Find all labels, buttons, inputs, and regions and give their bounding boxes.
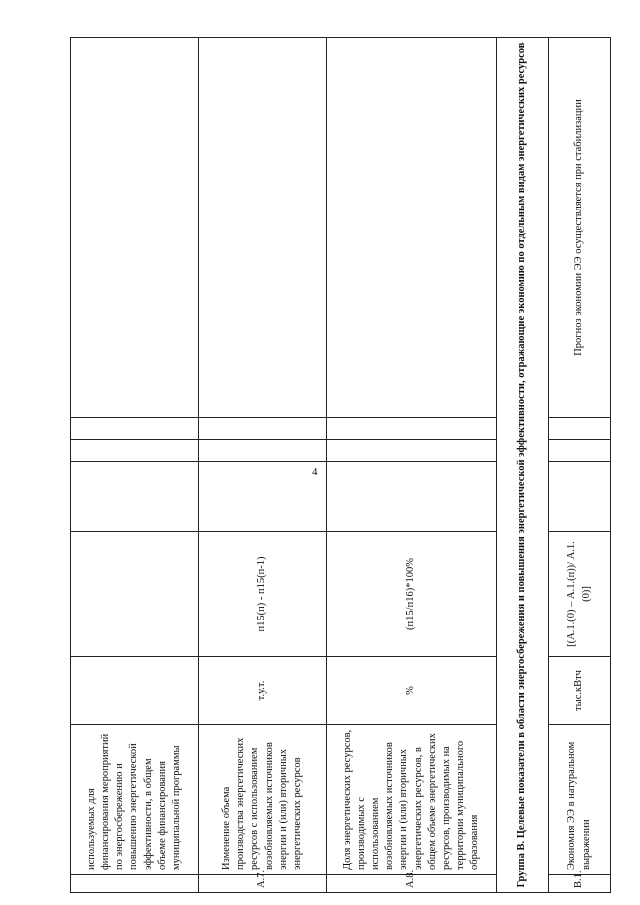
page-number: 4	[312, 466, 318, 478]
group-b-title: Группа В. Целевые показатели в области энергосбережения и повышения энергетической эффективности, отражающие экономию по отдельным видам энергетических ресурсов	[497, 38, 549, 893]
row-description: Экономия ЭЭ в натуральном выражении	[549, 725, 611, 875]
table-row	[199, 38, 327, 893]
row-description: Доля энергетических ресурсов, производимых с использованием возобновляемых источников энергии и (или) вторичных энергетических ресурсов, в общем объеме энергетических ресурсов, производимых на территории муниципального образования	[327, 725, 497, 875]
empty-cell	[199, 462, 327, 532]
empty-cell	[71, 462, 199, 532]
empty-cell	[327, 440, 497, 462]
empty-cell	[199, 440, 327, 462]
row-formula: (п15/п16)*100%	[327, 532, 497, 657]
row-note: Прогноз экономии ЭЭ осуществляется при стабилизации	[549, 38, 611, 418]
table-row	[71, 38, 199, 893]
empty-cell	[199, 38, 327, 418]
row-number: А.7.	[199, 875, 327, 893]
row-description: используемых для финансирования мероприятий по энергосбережению и повышению энергетической эффективности, в общем объеме финансирования муниципальной программы	[71, 725, 199, 875]
row-formula	[71, 532, 199, 657]
empty-cell	[199, 418, 327, 440]
table-row	[327, 38, 497, 893]
empty-cell	[549, 440, 611, 462]
row-formula: п15(п) - п15(п-1)	[199, 532, 327, 657]
table-row	[549, 38, 611, 893]
rotated-page	[70, 38, 610, 893]
row-description: Изменение объема производства энергетических ресурсов с использованием возобновляемых источников энергии и (или) вторичных энергетических ресурсов	[199, 725, 327, 875]
row-number: В.1.	[549, 875, 611, 893]
empty-cell	[71, 440, 199, 462]
row-number: А.8.	[327, 875, 497, 893]
row-number	[71, 875, 199, 893]
row-unit: т.у.т.	[199, 657, 327, 725]
row-unit	[71, 657, 199, 725]
empty-cell	[327, 418, 497, 440]
row-unit: %	[327, 657, 497, 725]
empty-cell	[549, 418, 611, 440]
row-unit: тыс.кВтч	[549, 657, 611, 725]
empty-cell	[71, 418, 199, 440]
empty-cell	[71, 38, 199, 418]
empty-cell	[327, 38, 497, 418]
row-formula: [(А.1.(0) – А.1.(п))/ А.1.(0)]	[549, 532, 611, 657]
indicators-table	[70, 37, 611, 893]
group-header-row	[497, 38, 549, 893]
empty-cell	[549, 462, 611, 532]
empty-cell	[327, 462, 497, 532]
